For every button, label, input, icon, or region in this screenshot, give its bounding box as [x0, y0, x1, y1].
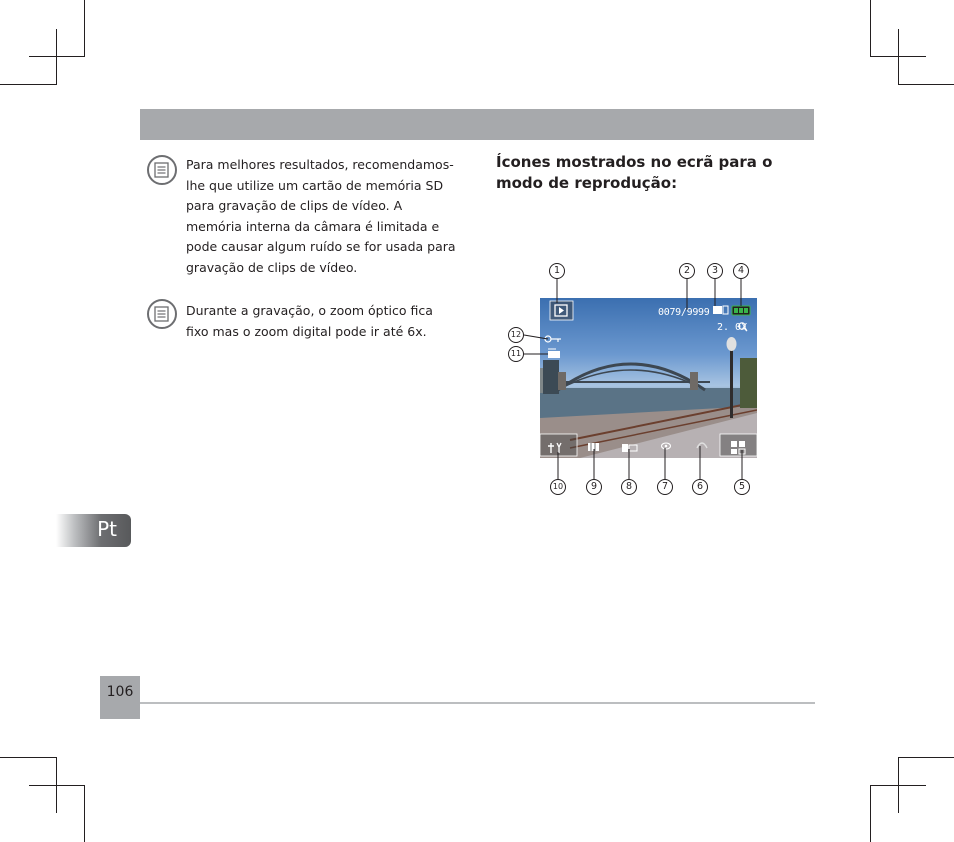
callout-2: 2: [679, 263, 695, 279]
page-number: 106: [106, 684, 134, 700]
zoom-readout: 2. 0X: [717, 322, 748, 333]
crop-mark: [870, 785, 926, 786]
rotate-icon: [622, 444, 637, 452]
crop-mark: [29, 56, 85, 57]
callout-12: 12: [508, 327, 524, 343]
callout-8: 8: [621, 479, 637, 495]
crop-mark: [56, 29, 57, 85]
callout-1: 1: [549, 263, 565, 279]
page-number-box: [100, 676, 140, 719]
battery-icon: [732, 306, 750, 315]
note-text-zoom: Durante a gravação, o zoom óptico fica fixo mas o zoom digital pode ir até 6x.: [186, 303, 433, 339]
callout-4: 4: [733, 263, 749, 279]
crop-mark: [29, 785, 85, 786]
footer-rule: [140, 702, 815, 704]
delete-icon: [697, 443, 707, 448]
camera-screen: [540, 298, 757, 458]
file-counter: 0079/9999: [658, 307, 710, 318]
crop-mark: [898, 29, 899, 85]
section-title: Ícones mostrados no ecrã para o modo de reprodução:: [496, 153, 773, 192]
crop-mark: [870, 56, 926, 57]
red-eye-icon: [662, 443, 671, 449]
callout-10: 10: [550, 479, 566, 495]
crop-mark: [898, 84, 954, 85]
note-icon: [147, 299, 177, 329]
header-bar: [140, 109, 814, 140]
crop-mark: [0, 84, 57, 85]
thumbnail-icon: [588, 443, 599, 451]
note-text-sd-card: Para melhores resultados, recomendamos-lhe que utilize um cartão de memória SD para gravação de clips de vídeo. A memória interna da câmara é limitada e pode causar algum ruído se for usada para gravação de clips de vídeo.: [186, 157, 456, 275]
language-tab: [56, 514, 131, 547]
note-icon: [147, 155, 177, 185]
protect-icon: [545, 336, 561, 342]
language-tab-label: Pt: [97, 517, 117, 541]
callout-5: 5: [734, 479, 750, 495]
voice-memo-icon: [548, 349, 560, 358]
crop-mark: [0, 757, 57, 758]
crop-mark: [898, 757, 954, 758]
crop-mark: [84, 785, 85, 842]
callout-6: 6: [692, 479, 708, 495]
settings-icon: [548, 443, 561, 453]
callout-11: 11: [508, 346, 524, 362]
crop-mark: [870, 0, 871, 57]
crop-mark: [84, 0, 85, 57]
crop-mark: [870, 785, 871, 842]
playback-mode-icon: [550, 301, 573, 320]
memory-card-icon: [713, 306, 728, 314]
callout-3: 3: [707, 263, 723, 279]
callout-9: 9: [586, 479, 602, 495]
trim-icon: [731, 441, 745, 454]
callout-7: 7: [657, 479, 673, 495]
